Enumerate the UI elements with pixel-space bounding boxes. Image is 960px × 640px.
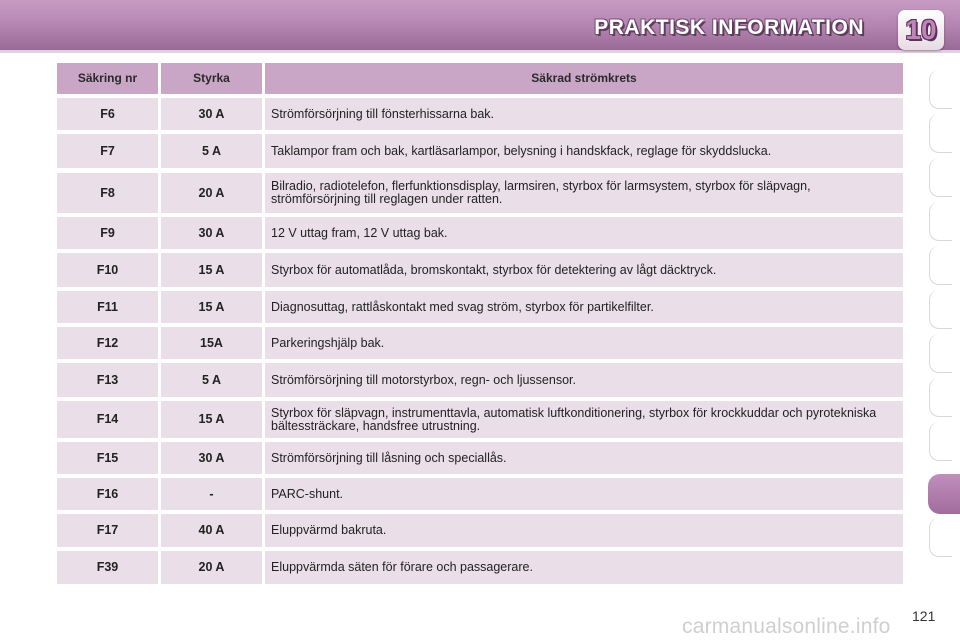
page-number: 121 [912, 608, 936, 624]
fuse-number: F13 [57, 363, 158, 397]
chapter-tab[interactable] [929, 334, 952, 373]
fused-circuit: Styrbox för automatlåda, bromskontakt, styrbox för detektering av lågt däcktryck. [265, 253, 903, 287]
fuse-number: F12 [57, 327, 158, 359]
table-row [57, 291, 903, 323]
table-row [57, 514, 903, 547]
chapter-tab[interactable] [929, 422, 952, 461]
chapter-tab[interactable] [929, 70, 952, 109]
fused-circuit: Strömförsörjning till låsning och speciallås. [265, 442, 903, 474]
fused-circuit: PARC-shunt. [265, 478, 903, 510]
chapter-number-badge: 10 [898, 10, 944, 50]
fuse-rating: 20 A [161, 173, 262, 213]
fuse-rating: 30 A [161, 442, 262, 474]
fused-circuit: Eluppvärmda säten för förare och passagerare. [265, 551, 903, 584]
chapter-tab[interactable] [929, 290, 952, 329]
fuse-number: F8 [57, 173, 158, 213]
column-header-circuit: Säkrad strömkrets [265, 63, 903, 94]
fused-circuit: Diagnosuttag, rattlåskontakt med svag ström, styrbox för partikelfilter. [265, 291, 903, 323]
fuse-rating: 40 A [161, 514, 262, 547]
fuse-number: F7 [57, 134, 158, 168]
fused-circuit: Taklampor fram och bak, kartläsarlampor, belysning i handskfack, reglage för skyddslucka. [265, 134, 903, 168]
chapter-tab[interactable] [929, 518, 952, 557]
column-header-rating: Styrka [161, 63, 262, 94]
fuse-number: F10 [57, 253, 158, 287]
section-title: PRAKTISK INFORMATION [594, 16, 864, 39]
fused-circuit: Strömförsörjning till motorstyrbox, regn- och ljussensor. [265, 363, 903, 397]
table-row [57, 551, 903, 584]
fused-circuit: Styrbox för släpvagn, instrumenttavla, automatisk luftkonditionering, styrbox för krockkuddar och pyrotekniska bältessträckare, handsfree utrustning. [265, 401, 903, 438]
table-row [57, 401, 903, 438]
fused-circuit: Bilradio, radiotelefon, flerfunktionsdisplay, larmsiren, styrbox för larmsystem, styrbox för släpvagn, strömförsörjning till reglagen under ratten. [265, 173, 903, 213]
fuse-number: F16 [57, 478, 158, 510]
fused-circuit: Strömförsörjning till fönsterhissarna bak. [265, 98, 903, 130]
fuse-rating: 15 A [161, 253, 262, 287]
fuse-rating: 15A [161, 327, 262, 359]
fused-circuit: Eluppvärmd bakruta. [265, 514, 903, 547]
fused-circuit: Parkeringshjälp bak. [265, 327, 903, 359]
fuse-rating: 15 A [161, 401, 262, 438]
fuse-number: F9 [57, 217, 158, 249]
table-row [57, 363, 903, 397]
chapter-tab-active[interactable] [928, 474, 960, 514]
table-row [57, 442, 903, 474]
chapter-tab[interactable] [929, 378, 952, 417]
fuse-number: F6 [57, 98, 158, 130]
header-divider [0, 50, 960, 53]
table-row [57, 217, 903, 249]
fused-circuit: 12 V uttag fram, 12 V uttag bak. [265, 217, 903, 249]
watermark: carmanualsonline.info [682, 615, 891, 638]
column-header-fuse: Säkring nr [57, 63, 158, 94]
table-row [57, 478, 903, 510]
fuse-number: F11 [57, 291, 158, 323]
fuse-rating: - [161, 478, 262, 510]
chapter-tab[interactable] [929, 114, 952, 153]
table-row [57, 253, 903, 287]
fuse-rating: 5 A [161, 363, 262, 397]
chapter-tab[interactable] [929, 158, 952, 197]
table-row [57, 134, 903, 168]
table-header-row [57, 63, 903, 94]
fuse-rating: 15 A [161, 291, 262, 323]
fuse-rating: 30 A [161, 98, 262, 130]
chapter-tab[interactable] [929, 202, 952, 241]
chapter-tab[interactable] [929, 246, 952, 285]
fuse-number: F17 [57, 514, 158, 547]
fuse-number: F15 [57, 442, 158, 474]
table-row [57, 98, 903, 130]
table-row [57, 173, 903, 213]
fuse-rating: 30 A [161, 217, 262, 249]
fuse-rating: 5 A [161, 134, 262, 168]
table-row [57, 327, 903, 359]
fuse-number: F39 [57, 551, 158, 584]
fuse-rating: 20 A [161, 551, 262, 584]
fuse-number: F14 [57, 401, 158, 438]
